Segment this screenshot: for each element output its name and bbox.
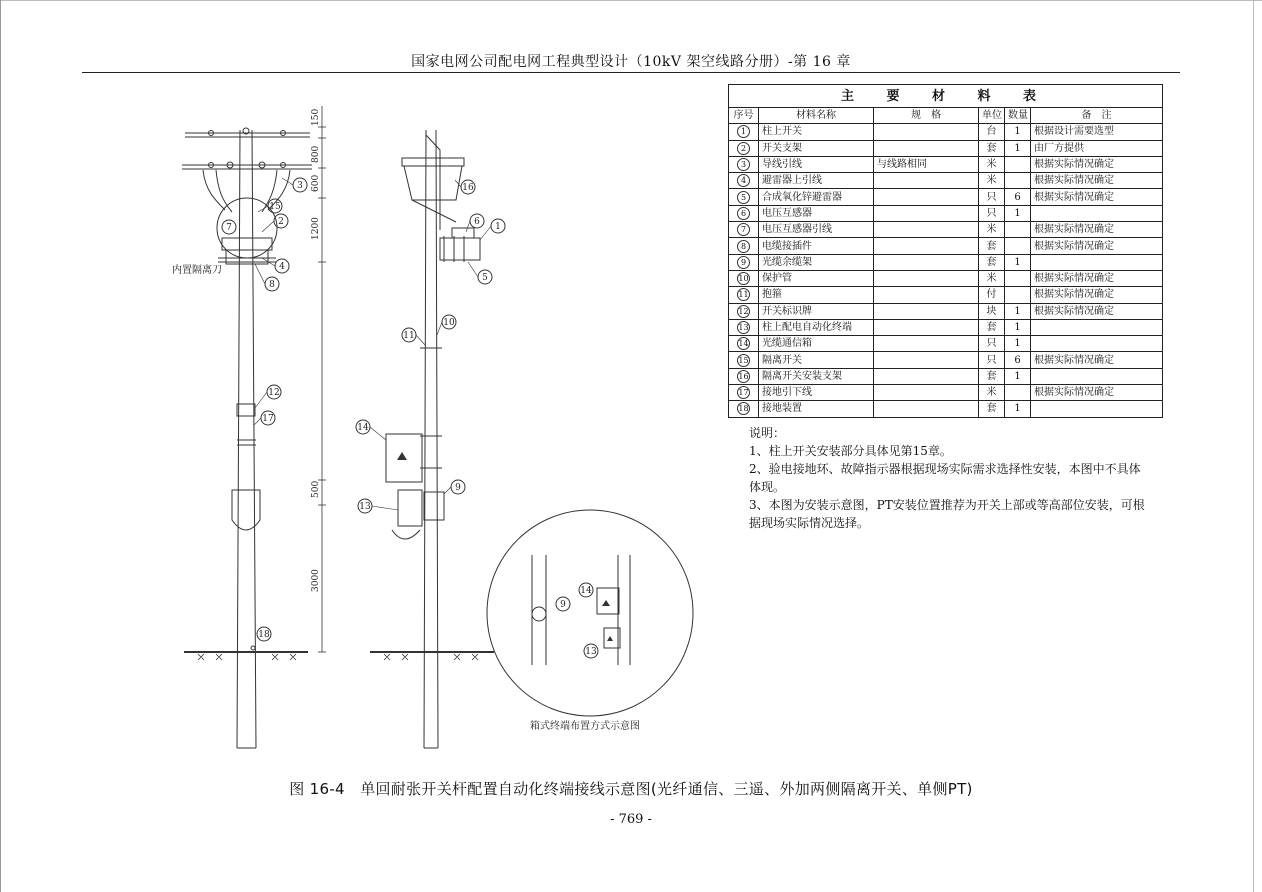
table-row [729, 287, 1163, 303]
material-note: 根据实际情况确定 [1031, 173, 1163, 189]
callout-6 [470, 214, 484, 228]
material-spec [874, 189, 979, 205]
callout-18 [257, 627, 271, 641]
row-number-badge: 2 [737, 142, 750, 155]
page-number: - 769 - [610, 812, 652, 827]
note-1: 1、柱上开关安装部分具体见第15章。 [749, 444, 952, 458]
callout-11 [402, 328, 416, 342]
svg-text:13: 13 [359, 502, 371, 512]
material-name: 保护管 [759, 270, 874, 286]
row-number-badge: 10 [738, 274, 749, 284]
material-note: 根据设计需要选型 [1031, 124, 1163, 140]
notes-title: 说明： [749, 426, 786, 440]
material-spec [874, 303, 979, 319]
row-number [729, 205, 759, 221]
svg-text:3: 3 [297, 181, 303, 191]
svg-text:15: 15 [269, 202, 281, 212]
material-spec [874, 401, 979, 417]
row-number [729, 319, 759, 335]
table-row [729, 140, 1163, 156]
material-qty: 6 [1005, 189, 1031, 205]
table-row [729, 368, 1163, 384]
svg-text:17: 17 [262, 414, 274, 424]
material-name: 光缆余缆架 [759, 254, 874, 270]
callout-14-detail [579, 583, 593, 597]
material-spec [874, 385, 979, 401]
row-number [729, 189, 759, 205]
callouts [222, 178, 598, 658]
row-number [729, 124, 759, 140]
callout-3 [293, 178, 307, 192]
row-number [729, 401, 759, 417]
material-note [1031, 254, 1163, 270]
svg-text:11: 11 [403, 331, 415, 341]
material-qty: 1 [1005, 401, 1031, 417]
material-spec [874, 173, 979, 189]
material-note: 根据实际情况确定 [1031, 238, 1163, 254]
row-number-badge: 17 [738, 388, 749, 398]
row-number [729, 287, 759, 303]
row-number [729, 140, 759, 156]
row-number [729, 156, 759, 172]
svg-text:5: 5 [482, 273, 488, 283]
material-qty: 1 [1005, 140, 1031, 156]
materials-table [728, 84, 1163, 418]
material-name: 接地引下线 [759, 385, 874, 401]
row-number-badge: 16 [738, 371, 749, 381]
material-qty [1005, 287, 1031, 303]
material-note: 由厂方提供 [1031, 140, 1163, 156]
material-qty: 1 [1005, 368, 1031, 384]
material-unit: 台 [979, 124, 1005, 140]
detail-caption: 箱式终端布置方式示意图 [530, 721, 640, 732]
material-spec [874, 287, 979, 303]
page-border-right [1253, 0, 1254, 892]
material-note: 根据实际情况确定 [1031, 352, 1163, 368]
svg-text:1: 1 [495, 222, 501, 232]
svg-text:6: 6 [474, 217, 480, 227]
row-number-badge: 12 [738, 306, 749, 316]
material-note [1031, 368, 1163, 384]
material-qty [1005, 222, 1031, 238]
callout-1 [491, 219, 505, 233]
material-name: 抱箍 [759, 287, 874, 303]
table-row [729, 270, 1163, 286]
callout-9-detail [556, 597, 570, 611]
material-spec [874, 238, 979, 254]
row-number [729, 270, 759, 286]
material-unit: 套 [979, 401, 1005, 417]
table-row [729, 205, 1163, 221]
material-unit: 付 [979, 287, 1005, 303]
material-spec [874, 336, 979, 352]
svg-text:4: 4 [279, 262, 285, 272]
material-qty: 1 [1005, 303, 1031, 319]
svg-text:7: 7 [226, 223, 232, 233]
callout-13-detail [584, 644, 598, 658]
material-qty: 1 [1005, 124, 1031, 140]
material-note: 根据实际情况确定 [1031, 222, 1163, 238]
dim-800: 800 [311, 145, 321, 163]
row-number-badge: 3 [737, 158, 750, 171]
material-unit: 套 [979, 238, 1005, 254]
callout-17 [261, 411, 275, 425]
row-number [729, 254, 759, 270]
row-number-badge: 9 [737, 256, 750, 269]
detail-circle [487, 510, 693, 716]
material-qty: 1 [1005, 336, 1031, 352]
material-unit: 套 [979, 319, 1005, 335]
material-name: 柱上配电自动化终端 [759, 319, 874, 335]
callout-8 [265, 277, 279, 291]
material-spec: 与线路相同 [874, 156, 979, 172]
material-unit: 只 [979, 352, 1005, 368]
svg-text:16: 16 [462, 183, 474, 193]
svg-text:9: 9 [455, 483, 461, 493]
material-name: 避雷器上引线 [759, 173, 874, 189]
material-qty [1005, 238, 1031, 254]
material-name: 开关支架 [759, 140, 874, 156]
material-name: 隔离开关安装支架 [759, 368, 874, 384]
col-header-name: 材料名称 [759, 108, 874, 124]
material-spec [874, 124, 979, 140]
dim-3000: 3000 [311, 569, 321, 592]
table-row [729, 352, 1163, 368]
table-title: 主 要 材 料 表 [729, 85, 1163, 108]
svg-text:18: 18 [258, 630, 270, 640]
table-row [729, 401, 1163, 417]
material-unit: 只 [979, 205, 1005, 221]
table-row [729, 189, 1163, 205]
svg-text:13: 13 [585, 647, 597, 657]
row-number-badge: 4 [737, 174, 750, 187]
material-name: 光缆通信箱 [759, 336, 874, 352]
row-number [729, 222, 759, 238]
dim-600: 600 [311, 174, 321, 192]
material-name: 电缆接插件 [759, 238, 874, 254]
dim-500: 500 [311, 480, 321, 498]
row-number [729, 385, 759, 401]
col-header-no: 序号 [729, 108, 759, 124]
callout-16 [461, 180, 475, 194]
material-name: 电压互感器 [759, 205, 874, 221]
material-note: 根据实际情况确定 [1031, 385, 1163, 401]
material-qty [1005, 270, 1031, 286]
table-row [729, 238, 1163, 254]
material-spec [874, 222, 979, 238]
table-row [729, 173, 1163, 189]
material-unit: 套 [979, 254, 1005, 270]
material-name: 隔离开关 [759, 352, 874, 368]
row-number-badge: 11 [738, 290, 749, 300]
row-number-badge: 13 [738, 323, 749, 332]
col-header-unit: 单位 [979, 108, 1005, 124]
material-unit: 米 [979, 270, 1005, 286]
material-unit: 只 [979, 336, 1005, 352]
callout-13 [358, 499, 372, 513]
material-unit: 块 [979, 303, 1005, 319]
row-number-badge: 7 [737, 223, 750, 236]
figure-caption: 图 16-4 单回耐张开关杆配置自动化终端接线示意图(光纤通信、三遥、外加两侧隔离开关、单侧PT) [289, 780, 973, 798]
svg-text:9: 9 [560, 600, 566, 610]
material-name: 电压互感器引线 [759, 222, 874, 238]
svg-text:14: 14 [357, 423, 369, 433]
table-header-row [729, 108, 1163, 124]
material-note [1031, 205, 1163, 221]
table-row [729, 156, 1163, 172]
col-header-qty: 数量 [1005, 108, 1031, 124]
material-qty: 1 [1005, 254, 1031, 270]
col-header-spec: 规 格 [874, 108, 979, 124]
table-row [729, 222, 1163, 238]
material-name: 开关标识牌 [759, 303, 874, 319]
material-note: 根据实际情况确定 [1031, 156, 1163, 172]
svg-text:10: 10 [443, 318, 455, 328]
note-2: 2、验电接地环、故障指示器根据现场实际需求选择性安装，本图中不具体体现。 [749, 462, 1141, 494]
table-body [729, 124, 1163, 417]
material-note [1031, 336, 1163, 352]
material-unit: 米 [979, 173, 1005, 189]
material-qty [1005, 385, 1031, 401]
row-number [729, 368, 759, 384]
material-unit: 只 [979, 189, 1005, 205]
row-number-badge: 8 [737, 240, 750, 253]
engineering-drawing [0, 0, 720, 760]
row-number-badge: 14 [738, 339, 749, 349]
material-spec [874, 140, 979, 156]
page-header-title: 国家电网公司配电网工程典型设计（10kV 架空线路分册）-第 16 章 [411, 54, 851, 70]
table-row [729, 319, 1163, 335]
row-number-badge: 6 [737, 207, 750, 220]
row-number [729, 238, 759, 254]
material-qty: 6 [1005, 352, 1031, 368]
material-spec [874, 319, 979, 335]
material-spec [874, 254, 979, 270]
material-unit: 米 [979, 156, 1005, 172]
row-number-badge: 5 [737, 191, 750, 204]
svg-text:2: 2 [278, 217, 284, 227]
material-qty [1005, 173, 1031, 189]
row-number [729, 303, 759, 319]
row-number [729, 352, 759, 368]
material-note: 根据实际情况确定 [1031, 287, 1163, 303]
notes [749, 424, 1149, 532]
material-unit: 米 [979, 222, 1005, 238]
callout-9 [451, 480, 465, 494]
front-view-pole [182, 128, 312, 748]
row-number [729, 336, 759, 352]
material-spec [874, 352, 979, 368]
material-name: 合成氧化锌避雷器 [759, 189, 874, 205]
svg-text:8: 8 [269, 280, 275, 290]
note-3: 3、本图为安装示意图，PT安装位置推荐为开关上部或等高部位安装，可根据现场实际情况选择。 [749, 498, 1145, 530]
material-spec [874, 205, 979, 221]
material-note [1031, 319, 1163, 335]
callout-15 [268, 199, 282, 213]
table-row [729, 303, 1163, 319]
internal-switch-label: 内置隔离刀 [172, 265, 222, 276]
svg-text:14: 14 [580, 586, 592, 596]
material-unit: 米 [979, 385, 1005, 401]
material-qty [1005, 156, 1031, 172]
material-unit: 套 [979, 140, 1005, 156]
dim-1200: 1200 [311, 217, 321, 240]
callout-5 [478, 270, 492, 284]
material-note [1031, 401, 1163, 417]
row-number-badge: 15 [738, 355, 749, 365]
row-number [729, 173, 759, 189]
callout-10 [442, 315, 456, 329]
table-row [729, 385, 1163, 401]
callout-4 [275, 259, 289, 273]
col-header-note: 备 注 [1031, 108, 1163, 124]
dimension-labels [311, 109, 321, 592]
material-note: 根据实际情况确定 [1031, 303, 1163, 319]
material-qty: 1 [1005, 319, 1031, 335]
callout-14 [356, 420, 370, 434]
material-name: 柱上开关 [759, 124, 874, 140]
material-qty: 1 [1005, 205, 1031, 221]
material-name: 导线引线 [759, 156, 874, 172]
dim-150: 150 [311, 108, 321, 126]
material-spec [874, 270, 979, 286]
material-unit: 套 [979, 368, 1005, 384]
callout-12 [267, 385, 281, 399]
table-row [729, 124, 1163, 140]
material-note: 根据实际情况确定 [1031, 189, 1163, 205]
row-number-badge: 1 [737, 125, 750, 138]
table-row [729, 254, 1163, 270]
svg-text:12: 12 [268, 388, 280, 398]
material-note: 根据实际情况确定 [1031, 270, 1163, 286]
material-name: 接地装置 [759, 401, 874, 417]
callout-7 [222, 220, 236, 234]
material-spec [874, 368, 979, 384]
row-number-badge: 18 [738, 404, 749, 414]
table-row [729, 336, 1163, 352]
